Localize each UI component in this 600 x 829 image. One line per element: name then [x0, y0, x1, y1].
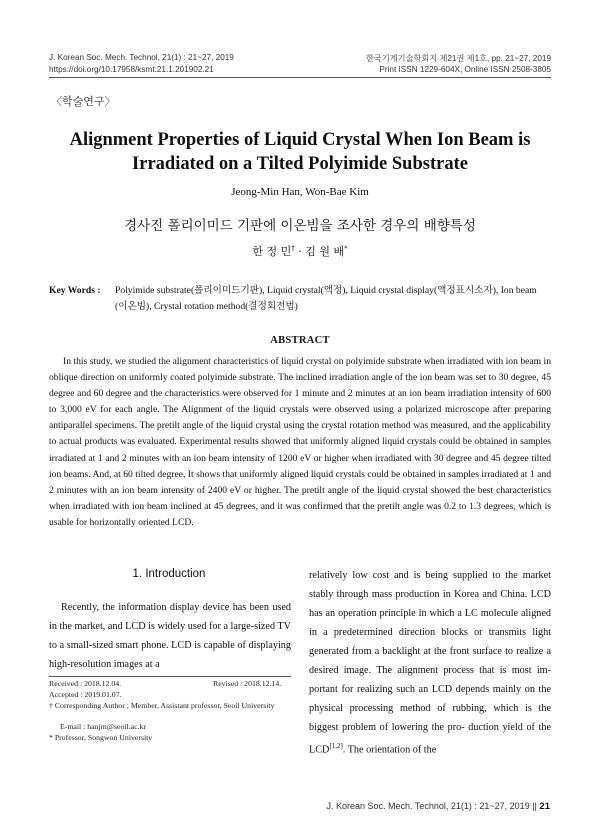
author-separator: ·: [294, 245, 306, 258]
footer-separator: ||: [532, 801, 537, 811]
abstract-heading: ABSTRACT: [270, 335, 330, 346]
header-doi: https://doi.org/10.17958/ksmt.21.1.201902.21: [49, 65, 214, 74]
introduction-right-column: [309, 566, 551, 759]
footnote-corresponding: † Corresponding Author ; Member, Assistant professor, Seoil University: [49, 701, 275, 710]
korean-title: 경사진 폴리이미드 기판에 이온빔을 조사한 경우의 배향특성: [124, 218, 476, 234]
citation-ref: [1,2]: [329, 742, 343, 750]
header-journal-right: 한국기계기술학회지 제21권 제1호, pp. 21~27, 2019: [366, 54, 551, 63]
paper-title-line2: Irradiated on a Tilted Polyimide Substrate: [132, 154, 468, 174]
page-number: 21: [539, 801, 550, 812]
introduction-right-text: relatively low cost and is being supplied to the market stably through mass production in Korea and China. LCD has an operation principle in which a LC molecule aligned in a predetermined direction blocks or transmits light generated from a backlight at the front surface to realize a desired image. The alignment process that is most im- portant for realizing such an LCD depends mainly on the physical processing method of rubbing, which is the biggest problem of lowering the pro- duction yield of the LCD: [309, 570, 551, 756]
keywords: [49, 283, 551, 314]
header-journal-left: J. Korean Soc. Mech. Technol, 21(1) : 21~27, 2019: [49, 53, 234, 62]
corresponding-mark: †: [291, 244, 295, 253]
authors-korean: [40, 243, 560, 259]
page-footer: [326, 801, 550, 812]
article-category: 〈학술연구〉: [51, 95, 116, 108]
footer-journal: J. Korean Soc. Mech. Technol, 21(1) : 21~27, 2019: [326, 801, 530, 811]
footnote-professor: * Professor, Songwon University: [49, 733, 153, 742]
header-issn: Print ISSN 1229-604X, Online ISSN 2508-3805: [379, 65, 551, 74]
header-rule: [49, 77, 551, 78]
affiliation-mark: *: [344, 244, 348, 253]
keywords-text: Polyimide substrate(폴리이미드기판), Liquid crystal(액정), Liquid crystal display(액정표시소자), Ion beam (이온빔), Crystal rotation method(결정회전법): [115, 285, 537, 312]
keywords-label: Key Words :: [49, 285, 101, 296]
authors-english: Jeong-Min Han, Won-Bae Kim: [231, 186, 369, 198]
korean-author-1: 한 정 민: [252, 245, 292, 258]
footnote-revised: Revised : 2018.12.14.: [213, 679, 282, 688]
footnote-rule: [49, 676, 291, 677]
abstract-text: In this study, we studied the alignment characteristics of liquid crystal on polyimide substrate when irradiated with ion beam in oblique direction on uniformly coated polyimide substrate. The inclined irradiation angle of the ion beam was set to 30 degree, 45 degree and 60 degree and the characteristics were observed for 1 minute and 2 minutes at an ion beam irradiation intensity of 600 to 3,000 eV for each angle. The Alignment of the liquid crystals were observed using a polarized microscope after preparing antiparallel specimens. The pretilt angle of the liquid crystal using the crystal rotation method was measured, and the applicability to actual products was evaluated. Experimental results showed that uniformly aligned liquid crystals could be obtained in samples irradiated at 1 and 2 minutes with an ion beam intensity of 1200 eV or higher when irradiated with 30 degree and 45 degree tilted ion beams. And, at 60 tilted degree, It shows that uniformly aligned liquid crystals could be obtained in samples irradiated at 1 and 2 minutes with an ion beam intensity of 2400 eV or higher. The pretilt angle of the liquid crystal showed the best characteristics when irradiated with ion beam inclined at 45 degrees, and it was confirmed that the pretilt angle was 0.2 to 1.3 degrees, which is usable for horizontally oriented LCD.: [49, 356, 551, 528]
footnote-received: Received : 2018.12.04.: [49, 679, 122, 688]
introduction-left-column: Recently, the information display device has been used in the market, and LCD is widely used for a large-sized TV to a small-sized smart phone. LCD is capable of displaying high-resolution images at a: [49, 602, 291, 670]
footnote-email: E-mail : hanjm@seoil.ac.kr: [60, 722, 146, 731]
footnote-accepted: Accepted : 2019.01.07.: [49, 690, 122, 699]
paper-title-line1: Alignment Properties of Liquid Crystal When Ion Beam is: [69, 130, 531, 150]
korean-author-2: 김 원 배: [305, 245, 345, 258]
introduction-right-tail: . The orientation of the: [342, 744, 437, 756]
section-heading-introduction: 1. Introduction: [132, 568, 206, 580]
